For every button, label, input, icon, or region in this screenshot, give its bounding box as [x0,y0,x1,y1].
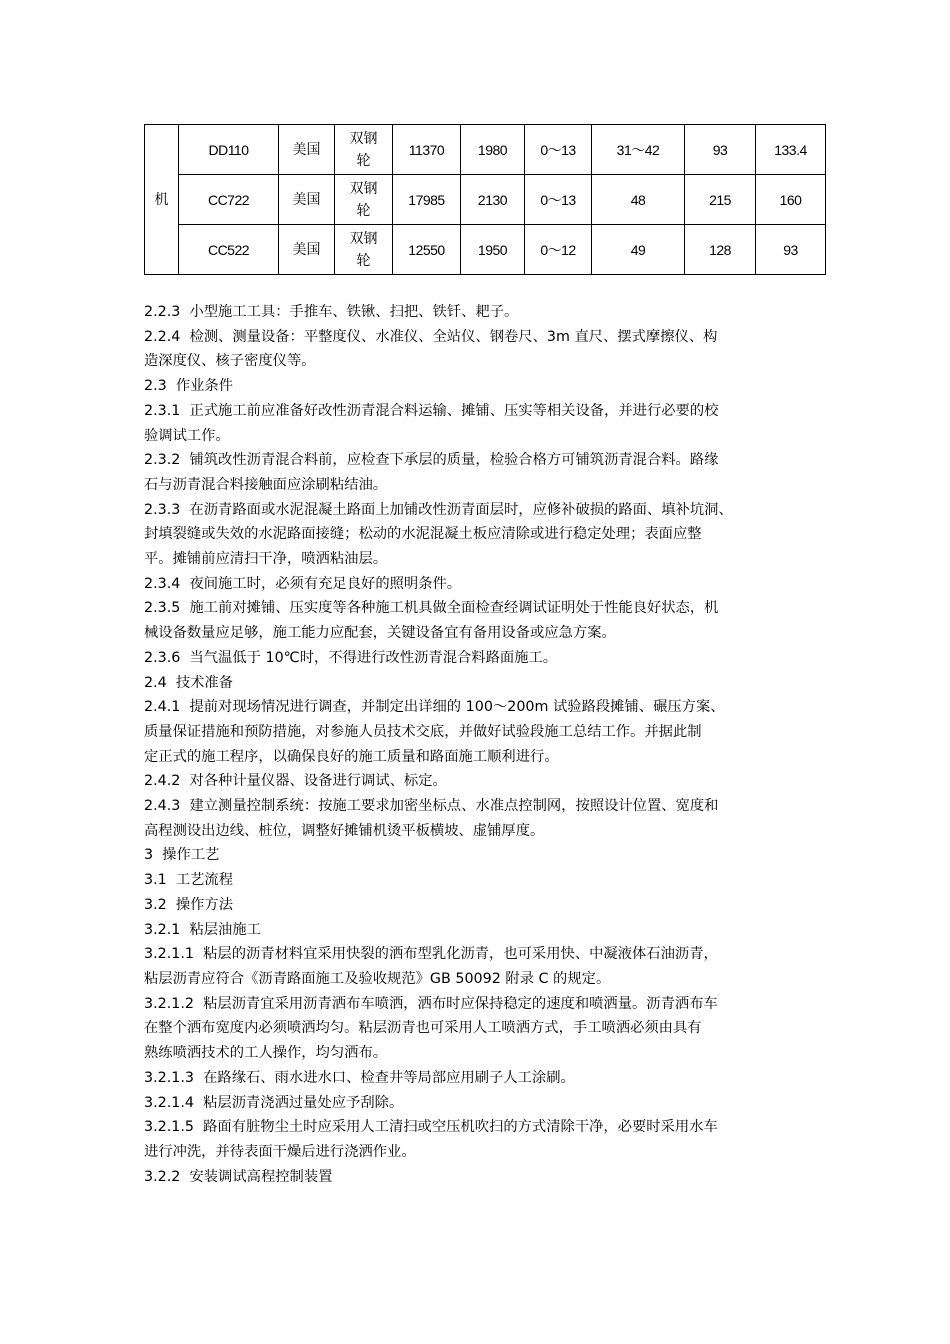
text-line: 熟练喷洒技术的工人操作，均匀洒布。 [144,1045,388,1062]
type-cell [335,175,393,225]
type-text: 双钢轮 [349,130,378,169]
table-cell: 48 [592,175,685,225]
text-line: 2.3.1 正式施工前应准备好改性沥青混合料运输、摊铺、压实等相关设备，并进行必要的校 [144,402,719,419]
table-cell: 1950 [461,225,525,275]
table-cell: 12550 [393,225,461,275]
text-line: 平。摊铺前应清扫干净，喷洒粘油层。 [144,551,388,568]
text-line: 进行冲洗，并待表面干燥后进行浇洒作业。 [144,1143,416,1160]
body-text [144,300,824,1189]
table-cell: 0～13 [525,125,592,175]
table-cell: 93 [756,225,826,275]
table-cell: 49 [592,225,685,275]
text-line: 2.3.5 施工前对摊铺、压实度等各种施工机具做全面检查经调试证明处于性能良好状态，机 [144,600,719,617]
section-heading: 2.3 作业条件 [144,378,234,395]
table-cell: 0～13 [525,175,592,225]
text-line: 2.4.3 建立测量控制系统：按施工要求加密坐标点、水准点控制网，按照设计位置、宽度和 [144,798,719,815]
model-cell: CC522 [179,225,279,275]
table-row [145,125,826,175]
type-text: 双钢轮 [349,180,378,219]
text-line: 3.2.1.3 在路缘石、雨水进水口、检查井等局部应用刷子人工涂刷。 [144,1069,575,1086]
text-line: 封填裂缝或失效的水泥路面接缝；松动的水泥混凝土板应清除或进行稳定处理；表面应整 [144,526,702,543]
text-line: 造深度仪、核子密度仪等。 [144,353,316,370]
text-line: 2.3.6 当气温低于 10℃时，不得进行改性沥青混合料路面施工。 [144,649,558,666]
origin-cell: 美国 [279,175,335,225]
text-line: 高程测设出边线、桩位，调整好摊铺机烫平板横坡、虚铺厚度。 [144,822,545,839]
text-line: 2.2.4 检测、测量设备：平整度仪、水准仪、全站仪、钢卷尺、3m 直尺、摆式摩擦仪、构 [144,328,718,345]
origin-cell: 美国 [279,225,335,275]
section-heading: 3.2.1 粘层油施工 [144,921,261,938]
type-cell [335,125,393,175]
text-line: 2.4.1 提前对现场情况进行调查，并制定出详细的 100～200m 试验路段摊铺、碾压方案、 [144,699,725,716]
table-cell: 128 [685,225,756,275]
text-line: 石与沥青混合料接触面应涂刷粘结油。 [144,476,388,493]
text-line: 3.2.1.2 粘层沥青宜采用沥青洒布车喷洒，洒布时应保持稳定的速度和喷洒量。沥青洒布车 [144,995,718,1012]
section-heading: 3.2.2 安装调试高程控制装置 [144,1168,333,1185]
equipment-table [144,124,826,275]
text-line: 3.2.1.1 粘层的沥青材料宜采用快裂的洒布型乳化沥青，也可采用快、中凝液体石油沥青， [144,946,718,963]
group-label: 机 [145,125,179,275]
table-row [145,175,826,225]
model-cell: DD110 [179,125,279,175]
table-cell: 133.4 [756,125,826,175]
table-cell: 93 [685,125,756,175]
text-line: 粘层沥青应符合《沥青路面施工及验收规范》GB 50092 附录 C 的规定。 [144,970,611,987]
text-line: 2.2.3 小型施工工具：手推车、铁锹、扫把、铁钎、耙子。 [144,304,519,320]
section-heading: 3.2 操作方法 [144,896,234,913]
table-cell: 17985 [393,175,461,225]
text-line: 3.2.1.4 粘层沥青浇洒过量处应予刮除。 [144,1094,404,1111]
text-line: 2.4.2 对各种计量仪器、设备进行调试、标定。 [144,773,447,790]
type-cell [335,225,393,275]
text-line: 2.3.2 铺筑改性沥青混合料前，应检查下承层的质量，检验合格方可铺筑沥青混合料。路缘 [144,452,719,469]
section-heading: 2.4 技术准备 [144,674,234,691]
table-row [145,225,826,275]
table-cell: 1980 [461,125,525,175]
table-cell: 160 [756,175,826,225]
text-line: 在整个洒布宽度内必须喷洒均匀。粘层沥青也可采用人工喷洒方式，手工喷洒必须由具有 [144,1020,702,1037]
table-cell: 2130 [461,175,525,225]
text-line: 验调试工作。 [144,427,230,444]
text-line: 质量保证措施和预防措施，对参施人员技术交底，并做好试验段施工总结工作。并据此制 [144,723,702,740]
text-line: 2.3.3 在沥青路面或水泥混凝土路面上加铺改性沥青面层时，应修补破损的路面、填补坑洞、 [144,501,733,518]
text-line: 2.3.4 夜间施工时，必须有充足良好的照明条件。 [144,575,462,592]
table-cell: 215 [685,175,756,225]
table-cell: 31～42 [592,125,685,175]
table-cell: 0～12 [525,225,592,275]
text-line: 3.2.1.5 路面有脏物尘土时应采用人工清扫或空压机吹扫的方式清除干净，必要时采用水车 [144,1119,718,1136]
text-line: 定正式的施工程序，以确保良好的施工质量和路面施工顺利进行。 [144,748,559,765]
section-heading: 3.1 工艺流程 [144,872,234,889]
type-text: 双钢轮 [349,230,378,269]
text-line: 械设备数量应足够，施工能力应配套，关键设备宜有备用设备或应急方案。 [144,625,616,642]
model-cell: CC722 [179,175,279,225]
table-cell: 11370 [393,125,461,175]
section-heading: 3 操作工艺 [144,847,220,864]
origin-cell: 美国 [279,125,335,175]
